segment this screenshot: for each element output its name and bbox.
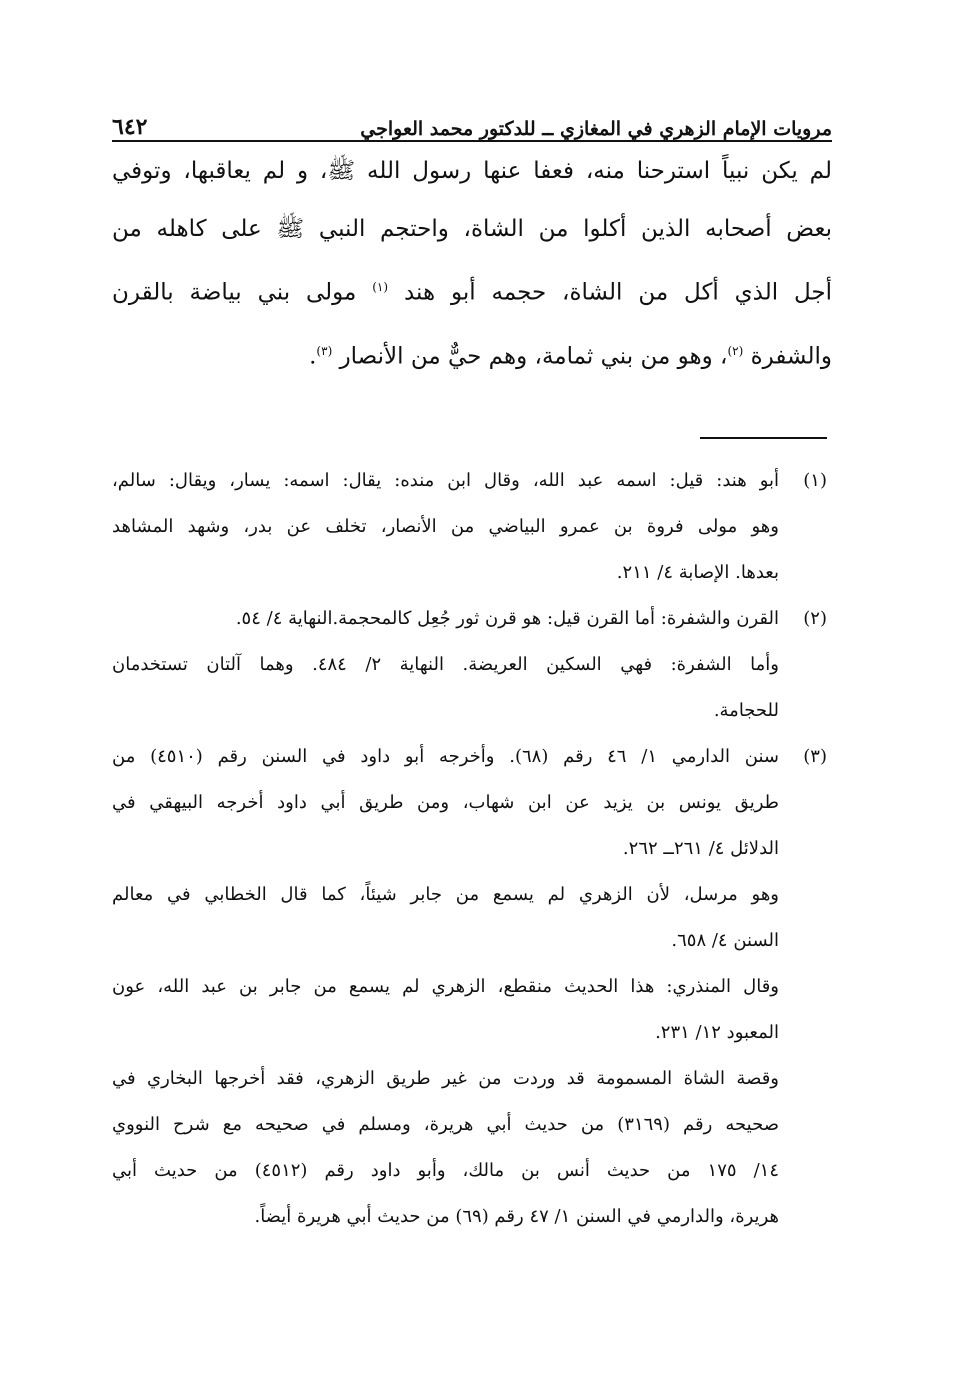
footnote-line: وأما الشفرة: فهي السكين العريضة. النهاية ٢/ ٤٨٤. وهما آلتان تستخدمان bbox=[112, 654, 779, 675]
body-line bbox=[112, 322, 832, 386]
footnote-2 bbox=[112, 596, 827, 734]
page-number: ٦٤٢ bbox=[112, 114, 148, 140]
footnote-line: السنن ٤/ ٦٥٨. bbox=[671, 930, 779, 951]
footnote-line: وقصة الشاة المسمومة قد وردت من غير طريق الزهري، فقد أخرجها البخاري في bbox=[112, 1068, 779, 1089]
footnote-number: (١) bbox=[803, 470, 827, 491]
footnotes bbox=[112, 458, 827, 1240]
footnote-line: الدلائل ٤/ ٢٦١ــ ٢٦٢. bbox=[622, 838, 779, 859]
footnote-line: طريق يونس بن يزيد عن ابن شهاب، ومن طريق أبي داود أخرجه البيهقي في bbox=[112, 792, 779, 813]
body-line: لم يكن نبياً استرحنا منه، فعفا عنها رسول الله ﷺ، و لم يعاقبها، وتوفي bbox=[112, 158, 832, 184]
body-line-part: . bbox=[309, 343, 317, 370]
footnote-text bbox=[112, 458, 779, 596]
footnote-ref: (٣) bbox=[316, 343, 333, 358]
body-line-part: والشفرة bbox=[750, 343, 832, 370]
footnote-line: ١٤/ ١٧٥ من حديث أنس بن مالك، وأبو داود رقم (٤٥١٢) من حديث أبي bbox=[112, 1160, 779, 1181]
footnote-number: (٢) bbox=[803, 608, 827, 629]
footnote-text bbox=[112, 596, 779, 734]
footnote-line: المعبود ١٢/ ٢٣١. bbox=[655, 1022, 779, 1043]
footnote-3 bbox=[112, 734, 827, 872]
footnote-line: وقال المنذري: هذا الحديث منقطع، الزهري لم يسمع من جابر بن عبد الله، عون bbox=[112, 976, 779, 997]
footnote-line: وهو مرسل، لأن الزهري لم يسمع من جابر شيئاً، كما قال الخطابي في معالم bbox=[112, 884, 779, 905]
page-header bbox=[112, 104, 832, 140]
footnote-separator bbox=[700, 437, 827, 439]
body-line-part: مولى بني بياضة بالقرن bbox=[112, 279, 357, 306]
body-line-part: أجل الذي أكل من الشاة، حجمه أبو هند bbox=[403, 279, 833, 306]
footnote-line: بعدها. الإصابة ٤/ ٢١١. bbox=[616, 562, 779, 583]
running-title: مرويات الإمام الزهري في المغازي ــ للدكتور محمد العواجي bbox=[360, 118, 832, 140]
footnote-3-continued bbox=[112, 872, 827, 1240]
footnote-ref: (٢) bbox=[727, 343, 744, 358]
footnote-line: للحجامة. bbox=[713, 700, 779, 721]
footnote-line: وهو مولى فروة بن عمرو البياضي من الأنصار، تخلف عن بدر، وشهد المشاهد bbox=[112, 516, 779, 537]
footnote-number: (٣) bbox=[803, 746, 827, 767]
footnote-line: أبو هند: قيل: اسمه عبد الله، وقال ابن منده: يقال: اسمه: يسار، ويقال: سالم، bbox=[112, 470, 779, 491]
body-line: بعض أصحابه الذين أكلوا من الشاة، واحتجم النبي ﷺ على كاهله من bbox=[112, 216, 832, 242]
footnote-line: سنن الدارمي ١/ ٤٦ رقم (٦٨). وأخرجه أبو داود في السنن رقم (٤٥١٠) من bbox=[112, 746, 779, 767]
main-text bbox=[112, 142, 832, 385]
body-line bbox=[112, 258, 832, 322]
footnote-1 bbox=[112, 458, 827, 596]
footnote-line: صحيحه رقم (٣١٦٩) من حديث أبي هريرة، ومسلم في صحيحه مع شرح النووي bbox=[112, 1114, 779, 1135]
footnote-text bbox=[112, 734, 779, 872]
body-line-part: ، وهو من بني ثمامة، وهم حيٌّ من الأنصار bbox=[339, 343, 728, 370]
footnote-line: القرن والشفرة: أما القرن قيل: هو قرن ثور جُعِل كالمحجمة.النهاية ٤/ ٥٤. bbox=[235, 608, 779, 629]
footnote-line: هريرة، والدارمي في السنن ١/ ٤٧ رقم (٦٩) من حديث أبي هريرة أيضاً. bbox=[254, 1206, 779, 1227]
footnote-ref: (١) bbox=[372, 280, 389, 294]
